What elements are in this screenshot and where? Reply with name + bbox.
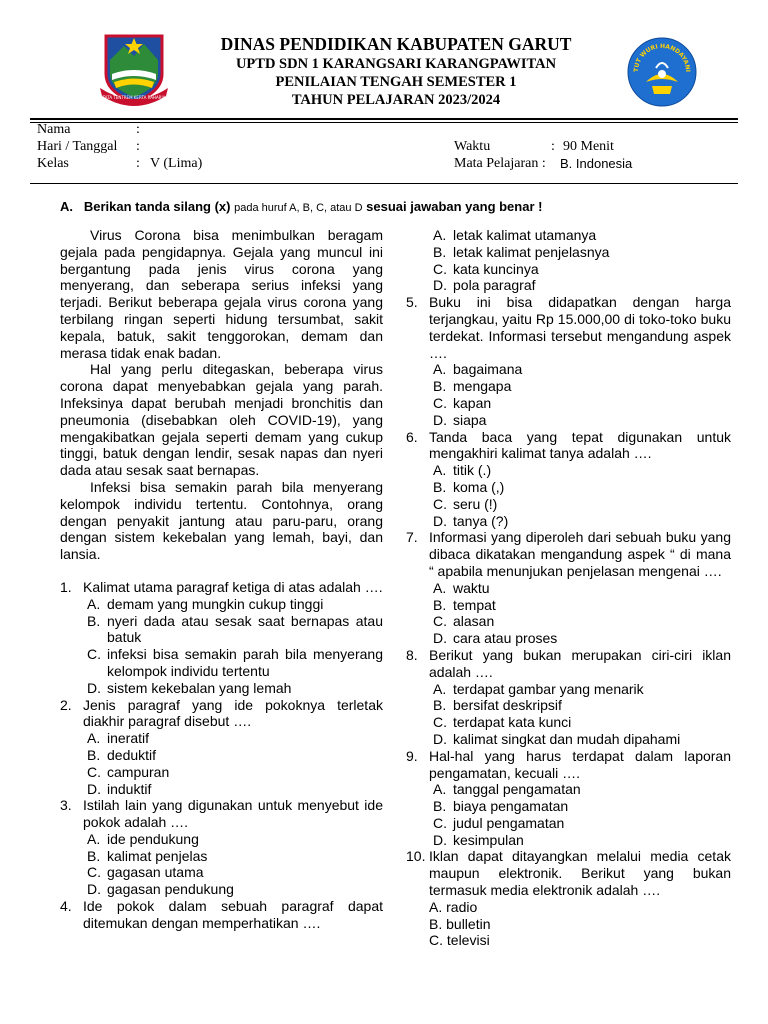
option-text: waktu bbox=[453, 579, 490, 596]
option-letter: A. bbox=[433, 680, 447, 697]
question-item bbox=[60, 579, 383, 596]
answer-option[interactable] bbox=[406, 815, 731, 832]
passage-paragraph: Virus Corona bisa menimbulkan beragam gejala pada pengidapnya. Gejala yang muncul ini bergantung pada jenis virus corona yang menyerang, dan seberapa serius infeksi yang terjadi. Berikut beberapa gejala virus corona yang terbilang ringan seperti hidung tersumbat, sakit kepala, batuk, sakit tenggorokan, demam dan merasa tidak enak badan. bbox=[60, 227, 383, 361]
question-item bbox=[406, 294, 731, 361]
option-letter: C. bbox=[87, 763, 101, 780]
answer-option[interactable] bbox=[406, 261, 731, 278]
question-item bbox=[60, 797, 383, 831]
name-label: Nama bbox=[37, 122, 71, 137]
question-number: 1. bbox=[60, 578, 72, 595]
tut-wuri-handayani-logo-icon bbox=[626, 36, 698, 108]
question-item bbox=[406, 429, 731, 463]
option-letter: A. bbox=[433, 227, 447, 243]
option-text: radio bbox=[446, 898, 478, 915]
passage-paragraph: Hal yang perlu ditegaskan, beberapa virus corona dapat menyebabkan gejala yang parah. Infeksinya dapat berubah menjadi bronchitis dan pneumonia (disebabkan oleh COVID-19), yang mengakibatkan gejala seperti demam yang cukup tinggi, batuk dengan lendir, sesak napas dan nyeri dada atau sesak saat bernapas. bbox=[60, 361, 383, 479]
question-list-left bbox=[60, 579, 383, 932]
question-item bbox=[406, 848, 731, 898]
question-text: Berikut yang bukan merupakan ciri-ciri iklan adalah …. bbox=[429, 646, 731, 680]
class-label: Kelas bbox=[37, 156, 69, 171]
answer-option[interactable] bbox=[406, 731, 731, 748]
option-text: induktif bbox=[107, 780, 152, 797]
answer-option[interactable] bbox=[406, 361, 731, 378]
option-text: bersifat deskripsif bbox=[453, 697, 562, 714]
option-letter: A. bbox=[433, 781, 447, 798]
option-letter: D. bbox=[87, 780, 101, 797]
option-letter: A. bbox=[87, 595, 101, 612]
answer-option[interactable] bbox=[406, 832, 731, 849]
option-letter: D. bbox=[433, 411, 447, 428]
question-number: 10. bbox=[406, 848, 426, 865]
option-text: letak kalimat penjelasnya bbox=[453, 243, 610, 260]
subject-label: Mata Pelajaran : bbox=[454, 156, 546, 171]
option-letter: A. bbox=[433, 361, 447, 378]
option-letter: A. bbox=[87, 830, 101, 847]
question-item bbox=[406, 748, 731, 782]
answer-option[interactable] bbox=[406, 378, 731, 395]
passage-paragraph: Infeksi bisa semakin parah bila menyerang kelompok individu tertentu. Contohnya, orang dengan penyakit jantung atau paru-paru, orang dengan sistem kekebalan yang lemah, bayi, dan lansia. bbox=[60, 478, 383, 563]
answer-option[interactable] bbox=[60, 596, 383, 613]
time-colon: : bbox=[551, 139, 555, 154]
answer-option[interactable] bbox=[406, 630, 731, 647]
question-text: Istilah lain yang digunakan untuk menyebut ide pokok adalah …. bbox=[83, 797, 383, 831]
option-letter: D. bbox=[87, 679, 101, 696]
svg-text:TUT WURI HANDAYANI: TUT WURI HANDAYANI bbox=[632, 42, 692, 73]
question-item bbox=[60, 898, 383, 932]
class-value: V (Lima) bbox=[150, 156, 203, 171]
answer-option[interactable] bbox=[406, 496, 731, 513]
question-10-options bbox=[406, 899, 731, 949]
option-letter: A. bbox=[87, 730, 101, 747]
option-letter: D. bbox=[433, 831, 447, 848]
option-letter: B. bbox=[433, 478, 447, 495]
option-letter: C. bbox=[433, 814, 447, 831]
option-text: cara atau proses bbox=[453, 630, 558, 647]
answer-option[interactable] bbox=[406, 412, 731, 429]
header-titles bbox=[180, 33, 612, 109]
option-text: tempat bbox=[453, 596, 496, 613]
option-text: siapa bbox=[453, 411, 487, 428]
garut-regency-emblem-icon bbox=[98, 30, 170, 106]
answer-option[interactable] bbox=[60, 747, 383, 764]
instruction-part-1: Berikan tanda silang (x) bbox=[83, 199, 231, 214]
option-letter: B. bbox=[433, 378, 447, 395]
answer-option[interactable] bbox=[406, 277, 731, 294]
option-text: kapan bbox=[453, 394, 492, 411]
option-letter: A. bbox=[429, 898, 443, 915]
answer-option[interactable] bbox=[60, 680, 383, 697]
option-letter: B. bbox=[433, 243, 447, 260]
answer-option[interactable] bbox=[60, 764, 383, 781]
option-text: titik (.) bbox=[453, 462, 492, 479]
question-number: 3. bbox=[60, 797, 72, 814]
answer-option[interactable] bbox=[406, 681, 731, 698]
date-label: Hari / Tanggal bbox=[37, 139, 118, 154]
answer-option[interactable] bbox=[406, 697, 731, 714]
answer-option[interactable] bbox=[406, 462, 731, 479]
answer-option[interactable] bbox=[60, 881, 383, 898]
option-text: bulletin bbox=[446, 915, 491, 932]
class-colon: : bbox=[136, 156, 140, 171]
answer-option[interactable] bbox=[406, 580, 731, 597]
option-text: infeksi bisa semakin parah bila menyerang kelompok individu tertentu bbox=[107, 646, 383, 679]
option-letter: A. bbox=[433, 462, 447, 479]
instruction-part-3: sesuai jawaban yang benar ! bbox=[366, 199, 543, 214]
document-header bbox=[0, 30, 768, 114]
option-text: terdapat kata kunci bbox=[453, 714, 572, 731]
option-letter: C. bbox=[87, 864, 101, 881]
option-text: judul pengamatan bbox=[453, 814, 565, 831]
option-text: gagasan utama bbox=[107, 864, 204, 881]
answer-option[interactable] bbox=[406, 513, 731, 530]
answer-option[interactable] bbox=[406, 227, 731, 244]
question-text: Buku ini bisa didapatkan dengan harga terjangkau, yaitu Rp 15.000,00 di toko-toko buku terdekat. Informasi tersebut mengandung aspek …. bbox=[429, 294, 731, 361]
option-text: mengapa bbox=[453, 378, 512, 395]
question-text: Informasi yang diperoleh dari sebuah buku yang dibaca dikatakan mengandung aspek “ di mana “ apabila menunjukan penjelasan mengenai …. bbox=[429, 529, 731, 579]
option-text: campuran bbox=[107, 763, 170, 780]
option-text: tanya (?) bbox=[453, 512, 509, 529]
question-text: Hal-hal yang harus terdapat dalam laporan pengamatan, kecuali …. bbox=[429, 747, 731, 781]
agency-title: DINAS PENDIDIKAN KABUPATEN GARUT bbox=[220, 34, 572, 54]
answer-option[interactable] bbox=[60, 864, 383, 881]
answer-option[interactable] bbox=[406, 479, 731, 496]
section-instruction bbox=[60, 199, 542, 214]
option-letter: B. bbox=[433, 697, 447, 714]
question-number: 7. bbox=[406, 529, 418, 546]
option-letter: D. bbox=[433, 512, 447, 529]
question-4-options bbox=[406, 227, 731, 294]
question-item bbox=[406, 529, 731, 579]
left-column bbox=[60, 227, 383, 932]
answer-option[interactable] bbox=[406, 798, 731, 815]
question-text: Iklan dapat ditayangkan melalui media cetak maupun elektronik. Berikut yang bukan termasuk media elektronik adalah …. bbox=[429, 848, 731, 899]
answer-option[interactable] bbox=[60, 730, 383, 747]
svg-text:TATA TENTREM KERTA RAHARJA: TATA TENTREM KERTA RAHARJA bbox=[102, 95, 166, 100]
answer-option[interactable] bbox=[406, 916, 731, 933]
option-text: deduktif bbox=[107, 746, 157, 763]
option-letter: B. bbox=[87, 612, 101, 629]
question-list-right bbox=[406, 294, 731, 899]
option-text: alasan bbox=[453, 613, 495, 630]
question-number: 5. bbox=[406, 294, 418, 311]
question-number: 6. bbox=[406, 428, 418, 445]
option-letter: C. bbox=[433, 260, 447, 277]
answer-option[interactable] bbox=[406, 899, 731, 916]
option-letter: B. bbox=[433, 798, 447, 815]
option-text: ide pendukung bbox=[107, 830, 199, 847]
question-item bbox=[406, 647, 731, 681]
option-text: kata kuncinya bbox=[453, 260, 539, 277]
answer-option[interactable] bbox=[406, 781, 731, 798]
option-text: televisi bbox=[446, 932, 490, 949]
option-letter: D. bbox=[433, 277, 447, 294]
option-text: terdapat gambar yang menarik bbox=[453, 680, 644, 697]
option-text: seru (!) bbox=[453, 495, 498, 512]
question-text: Ide pokok dalam sebuah paragraf dapat ditemukan dengan memperhatikan …. bbox=[83, 898, 383, 931]
question-text: Tanda baca yang tepat digunakan untuk mengakhiri kalimat tanya adalah …. bbox=[429, 428, 731, 462]
identity-divider bbox=[30, 183, 738, 184]
option-letter: C. bbox=[433, 714, 447, 731]
option-letter: C. bbox=[87, 646, 101, 663]
option-text: gagasan pendukung bbox=[107, 881, 234, 898]
option-text: kesimpulan bbox=[453, 831, 524, 848]
option-letter: B. bbox=[433, 596, 447, 613]
question-text: Jenis paragraf yang ide pokoknya terletak diakhir paragraf disebut …. bbox=[83, 696, 383, 730]
option-text: tanggal pengamatan bbox=[453, 781, 581, 798]
option-text: ineratif bbox=[107, 730, 150, 747]
option-letter: C. bbox=[433, 394, 447, 411]
option-text: kalimat penjelas bbox=[107, 847, 208, 864]
option-letter: B. bbox=[87, 746, 101, 763]
option-text: demam yang mungkin cukup tinggi bbox=[107, 595, 324, 612]
answer-option[interactable] bbox=[406, 244, 731, 261]
option-text: kalimat singkat dan mudah dipahami bbox=[453, 730, 681, 747]
exam-title: PENILAIAN TENGAH SEMESTER 1 bbox=[275, 74, 517, 90]
question-number: 4. bbox=[60, 898, 72, 915]
school-title: UPTD SDN 1 KARANGSARI KARANGPAWITAN bbox=[235, 56, 557, 72]
option-text: pola paragraf bbox=[453, 277, 536, 294]
option-letter: D. bbox=[433, 630, 447, 647]
year-title: TAHUN PELAJARAN 2023/2024 bbox=[291, 92, 501, 108]
option-text: biaya pengamatan bbox=[453, 798, 569, 815]
question-number: 9. bbox=[406, 747, 418, 764]
name-colon: : bbox=[136, 122, 140, 137]
option-text: sistem kekebalan yang lemah bbox=[107, 679, 292, 696]
answer-option[interactable] bbox=[406, 932, 731, 949]
option-letter: D. bbox=[87, 881, 101, 898]
question-text: Kalimat utama paragraf ketiga di atas adalah …. bbox=[83, 578, 383, 595]
spacer bbox=[60, 563, 383, 579]
answer-option[interactable] bbox=[60, 848, 383, 865]
option-letter: B. bbox=[429, 915, 443, 932]
answer-option[interactable] bbox=[406, 395, 731, 412]
right-column bbox=[406, 227, 731, 949]
option-text: bagaimana bbox=[453, 361, 523, 378]
option-letter: C. bbox=[429, 932, 443, 949]
answer-option[interactable] bbox=[60, 781, 383, 798]
option-text: nyeri dada atau sesak saat bernapas atau batuk bbox=[107, 612, 383, 646]
date-colon: : bbox=[136, 139, 140, 154]
option-letter: A. bbox=[433, 579, 447, 596]
option-text: koma (,) bbox=[453, 478, 505, 495]
time-value: 90 Menit bbox=[563, 139, 614, 154]
answer-option[interactable] bbox=[60, 613, 383, 647]
option-text: letak kalimat utamanya bbox=[453, 227, 597, 243]
question-number: 2. bbox=[60, 696, 72, 713]
answer-option[interactable] bbox=[60, 646, 383, 680]
instruction-part-2: pada huruf A, B, C, atau D bbox=[234, 202, 363, 214]
question-number: 8. bbox=[406, 646, 418, 663]
reading-passage bbox=[60, 227, 383, 563]
option-letter: B. bbox=[87, 847, 101, 864]
answer-option[interactable] bbox=[406, 714, 731, 731]
question-item bbox=[60, 697, 383, 731]
answer-option[interactable] bbox=[406, 597, 731, 614]
subject-value: B. Indonesia bbox=[560, 156, 633, 171]
section-letter: A. bbox=[60, 199, 73, 214]
time-label: Waktu bbox=[454, 139, 491, 154]
option-letter: D. bbox=[433, 730, 447, 747]
answer-option[interactable] bbox=[60, 831, 383, 848]
option-letter: C. bbox=[433, 613, 447, 630]
answer-option[interactable] bbox=[406, 613, 731, 630]
option-letter: C. bbox=[433, 495, 447, 512]
header-divider-thick bbox=[30, 118, 738, 120]
